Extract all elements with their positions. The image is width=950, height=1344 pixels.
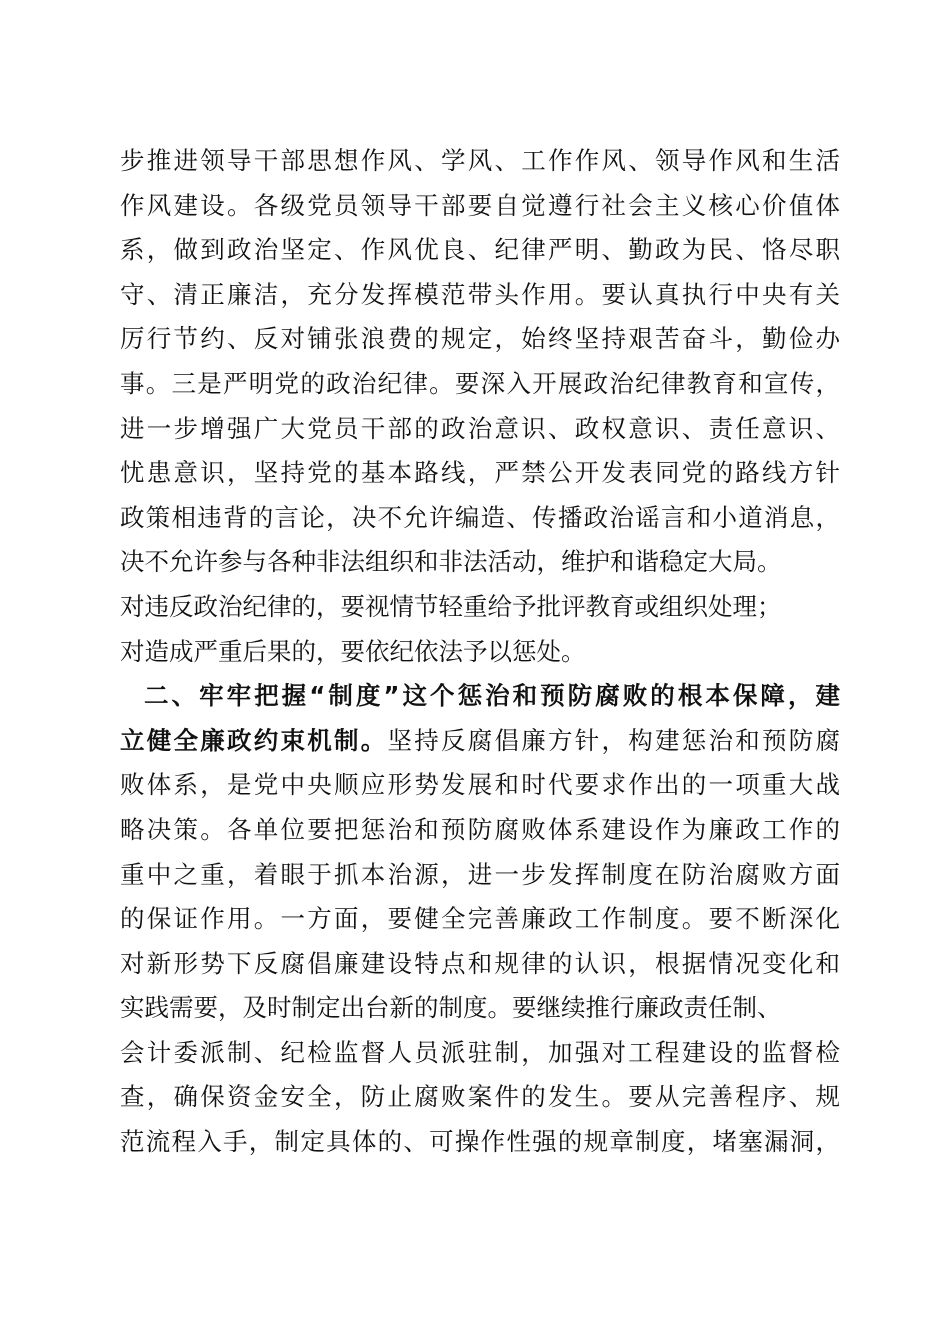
text-line: 重中之重，着眼于抓本治源，进一步发挥制度在防治腐败方面	[120, 859, 840, 889]
text-line: 系，做到政治坚定、作风优良、纪律严明、勤政为民、恪尽职	[120, 235, 840, 265]
text-span: 坚持反腐倡廉方针，构建惩治和预防腐	[387, 725, 840, 755]
section-heading-continued: 立健全廉政约束机制。	[120, 725, 388, 755]
text-line: 的保证作用。一方面，要健全完善廉政工作制度。要不断深化	[120, 904, 840, 934]
text-line: 会计委派制、纪检监督人员派驻制，加强对工程建设的监督检	[120, 1037, 840, 1067]
text-line: 略决策。各单位要把惩治和预防腐败体系建设作为廉政工作的	[120, 814, 840, 844]
text-line: 事。三是严明党的政治纪律。要深入开展政治纪律教育和宣传，	[120, 368, 840, 398]
text-line: 对违反政治纪律的，要视情节轻重给予批评教育或组织处理；	[120, 591, 782, 621]
text-line: 忧患意识，坚持党的基本路线，严禁公开发表同党的路线方针	[120, 458, 840, 488]
text-line: 步推进领导干部思想作风、学风、工作作风、领导作风和生活	[120, 146, 840, 175]
text-line: 查，确保资金安全，防止腐败案件的发生。要从完善程序、规	[120, 1082, 840, 1112]
section-heading: 二、牢牢把握“制度”这个惩治和预防腐败的根本保障，建	[144, 681, 840, 711]
text-line: 作风建设。各级党员领导干部要自觉遵行社会主义核心价值体	[120, 190, 840, 220]
text-line: 进一步增强广大党员干部的政治意识、政权意识、责任意识、	[120, 413, 840, 443]
text-line: 实践需要，及时制定出台新的制度。要继续推行廉政责任制、	[120, 993, 782, 1023]
body-text	[120, 139, 840, 1165]
text-line: 厉行节约、反对铺张浪费的规定，始终坚持艰苦奋斗，勤俭办	[120, 324, 840, 354]
text-line: 政策相违背的言论，决不允许编造、传播政治谣言和小道消息，	[120, 502, 840, 532]
text-line: 范流程入手，制定具体的、可操作性强的规章制度，堵塞漏洞，	[120, 1127, 840, 1157]
text-line: 败体系，是党中央顺应形势发展和时代要求作出的一项重大战	[120, 770, 840, 800]
paragraph-2	[120, 674, 840, 1165]
text-line	[120, 719, 840, 764]
text-line: 对造成严重后果的，要依纪依法予以惩处。	[120, 636, 586, 666]
text-line: 决不允许参与各种非法组织和非法活动，维护和谐稳定大局。	[120, 547, 782, 577]
paragraph-1	[120, 139, 840, 674]
text-line: 对新形势下反腐倡廉建设特点和规律的认识，根据情况变化和	[120, 948, 840, 978]
text-line: 守、清正廉洁，充分发挥模范带头作用。要认真执行中央有关	[120, 279, 840, 309]
